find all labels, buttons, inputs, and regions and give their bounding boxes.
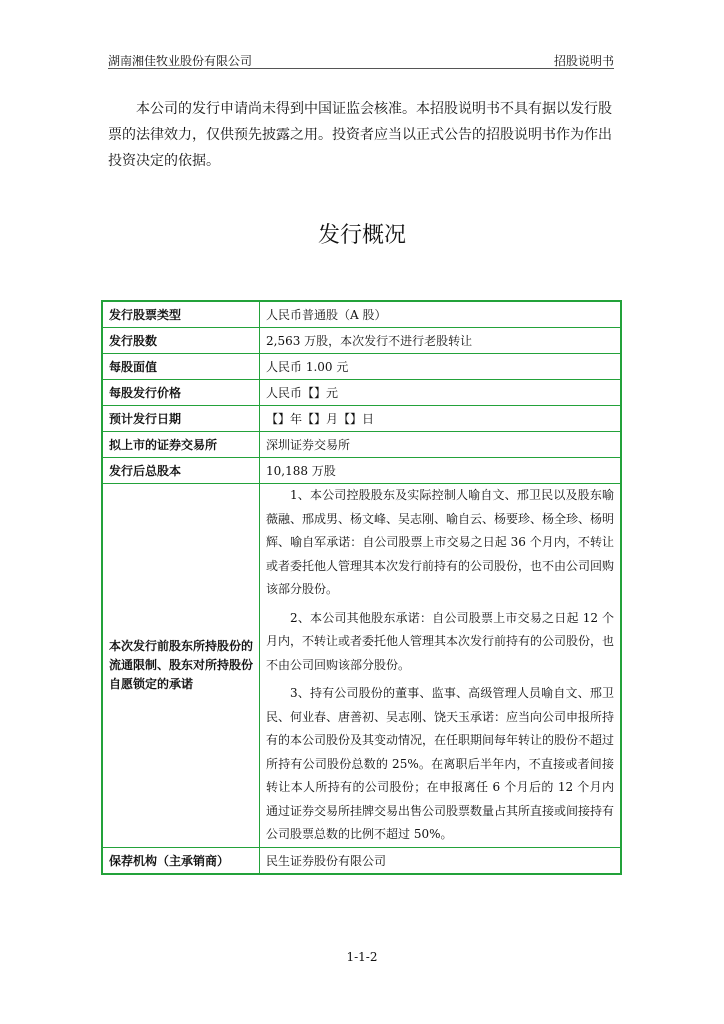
page-title: 发行概况 [317,223,406,248]
header-divider [108,68,614,69]
row-label: 发行股票类型 [102,301,260,328]
table-row [102,328,621,354]
issuance-overview-table [101,300,622,875]
row-value: 人民币【】元 [260,380,622,406]
row-label: 预计发行日期 [102,406,260,432]
row-label: 每股面值 [102,354,260,380]
header-doc-type: 招股说明书 [553,54,614,68]
page-header [108,52,614,69]
lockup-label: 本次发行前股东所持股份的流通限制、股东对所持股份自愿锁定的承诺 [102,484,260,848]
table-row [102,406,621,432]
table-row [102,354,621,380]
row-value: 【】年【】月【】日 [260,406,622,432]
row-value: 10,188 万股 [260,458,622,484]
table-row [102,432,621,458]
table-row-lockup [102,484,621,848]
disclaimer-notice: 本公司的发行申请尚未得到中国证监会核准。本招股说明书不具有据以发行股票的法律效力，仅供预先披露之用。投资者应当以正式公告的招股说明书作为作出投资决定的依据。 [108,101,612,169]
table-row [102,380,621,406]
sponsor-value: 民生证券股份有限公司 [260,847,622,874]
row-label: 发行后总股本 [102,458,260,484]
sponsor-label: 保荐机构（主承销商） [102,847,260,874]
row-label: 发行股数 [102,328,260,354]
row-value: 2,563 万股，本次发行不进行老股转让 [260,328,622,354]
pledge-paragraph: 1、本公司控股股东及实际控制人喻自文、邢卫民以及股东喻薇融、邢成男、杨文峰、吴志刚、喻自云、杨要珍、杨全珍、杨明辉、喻自军承诺：自公司股票上市交易之日起 36 个月内，不转让或者委托他人管理其本次发行前持有的公司股份，也不由公司回购该部分股份。 [266,488,615,596]
table-row [102,301,621,328]
pledge-paragraph: 2、本公司其他股东承诺：自公司股票上市交易之日起 12 个月内，不转让或者委托他人管理其本次发行前持有的公司股份，也不由公司回购该部分股份。 [266,610,615,672]
row-value: 深圳证券交易所 [260,432,622,458]
page-number: 1-1-2 [346,950,378,964]
table-row-sponsor [102,847,621,874]
pledge-paragraph: 3、持有公司股份的董事、监事、高级管理人员喻自文、邢卫民、何业春、唐善初、吴志刚、饶天玉承诺：应当向公司申报所持有的本公司股份及其变动情况，在任职期间每年转让的股份不超过所持有公司股份总数的 25%。在离职后半年内，不直接或者间接转让本人所持有的公司股份；在申报离任 6 个月后的 12 个月内通过证券交易所挂牌交易出售公司股票数量占其所直接或间接持有公司股票总数的比例不超过 50%。 [266,686,615,841]
row-value: 人民币普通股（A 股） [260,301,622,328]
row-label: 每股发行价格 [102,380,260,406]
row-label: 拟上市的证券交易所 [102,432,260,458]
lockup-pledges [260,484,622,848]
row-value: 人民币 1.00 元 [260,354,622,380]
header-company: 湖南湘佳牧业股份有限公司 [108,54,253,68]
table-row [102,458,621,484]
